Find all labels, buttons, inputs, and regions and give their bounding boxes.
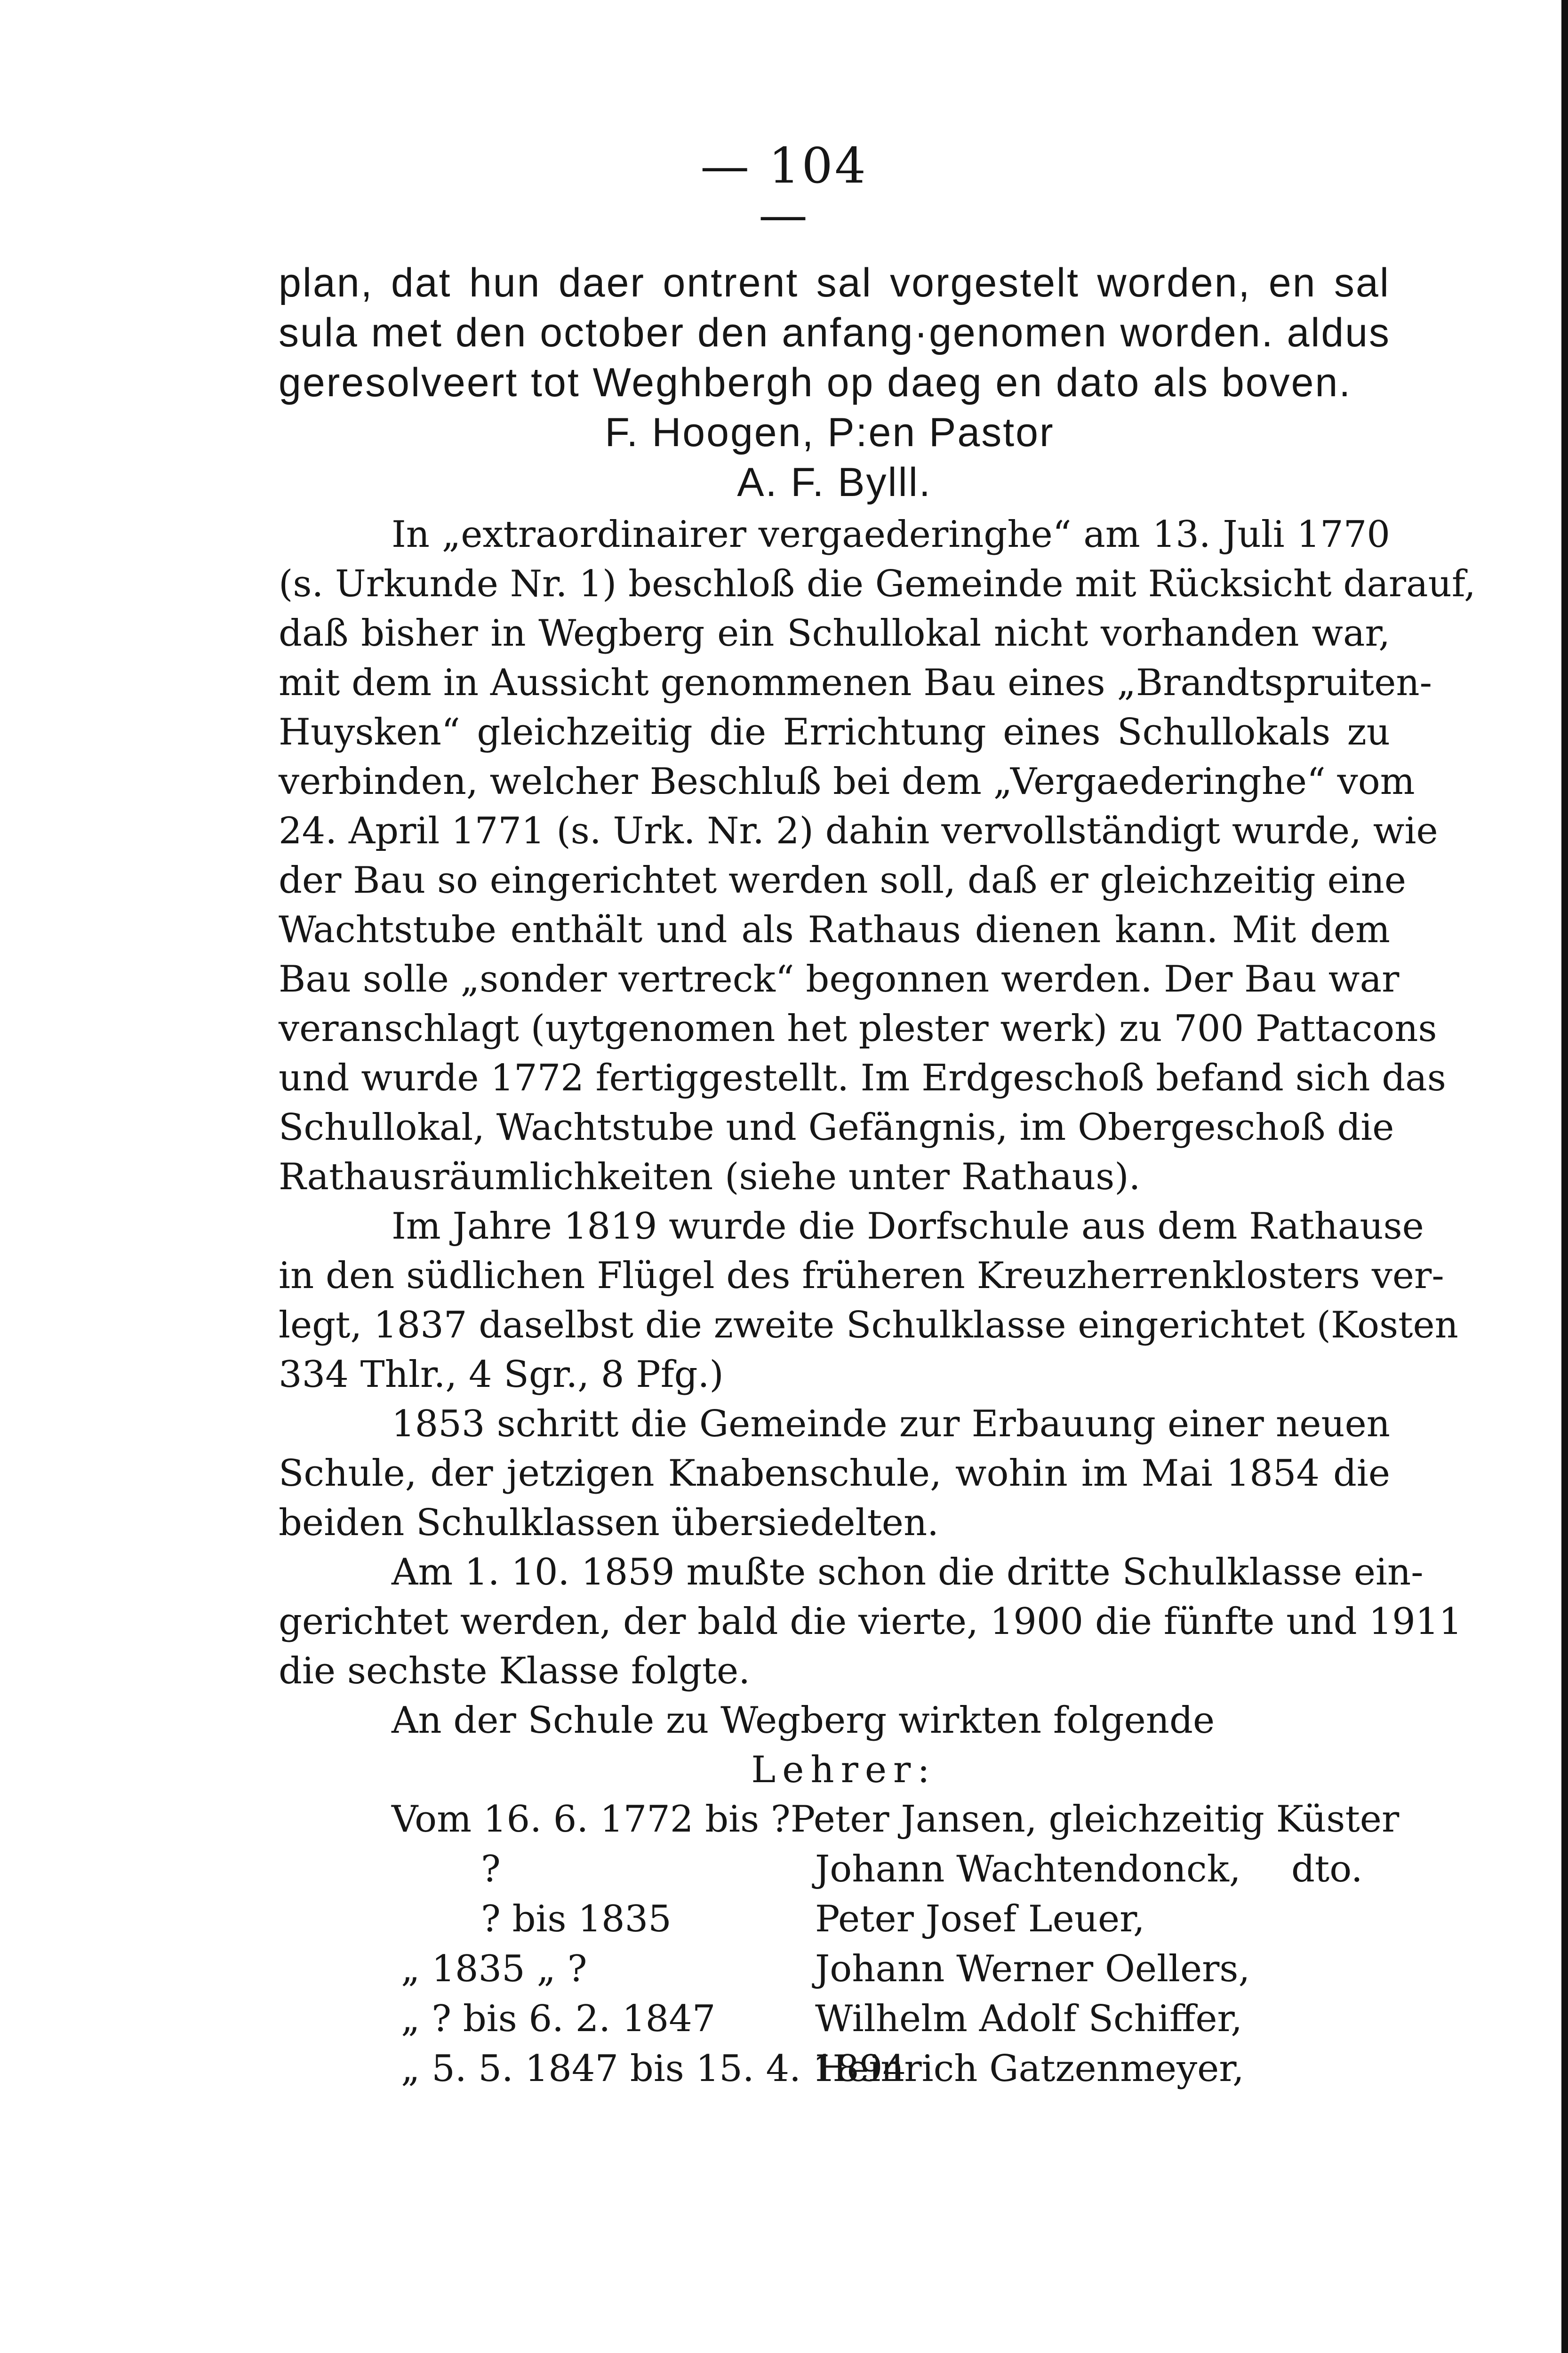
intro-text xyxy=(279,258,1390,408)
text-line: Bau solle „sonder vertreck“ begonnen werden. Der Bau war xyxy=(279,958,1400,1000)
teacher-note: dto. xyxy=(1291,1848,1363,1890)
text-line: die sechste Klasse folgte. xyxy=(279,1650,751,1692)
text-line: Schullokal, Wachtstube und Gefängnis, im Obergeschoß die xyxy=(279,1106,1394,1149)
signature-pastor: F. Hoogen, P:en Pastor xyxy=(605,410,1055,455)
text-line: Schule, der jetzigen Knabenschule, wohin im Mai 1854 die xyxy=(279,1452,1390,1495)
text-line: legt, 1837 daselbst die zweite Schulklasse eingerichtet (Kosten xyxy=(279,1304,1458,1346)
text-line: sula met den october den anfang·genomen worden. aldus xyxy=(279,310,1391,355)
text-line: In „extraordinairer vergaederinghe“ am 13. Juli 1770 xyxy=(392,513,1390,556)
page-content xyxy=(279,258,1476,2094)
text-line: beiden Schulklassen übersiedelten. xyxy=(279,1502,939,1544)
teacher-row xyxy=(392,1994,1390,2044)
paragraph-4 xyxy=(279,1548,1463,1696)
teachers-list xyxy=(279,1795,1400,2094)
paragraph-1 xyxy=(279,510,1476,1202)
text-line: gerichtet werden, der bald die vierte, 1900 die fünfte und 1911 xyxy=(279,1601,1463,1643)
text-line: Am 1. 10. 1859 mußte schon die dritte Schulklasse ein- xyxy=(392,1551,1424,1593)
teacher-period: Vom 16. 6. 1772 bis ? xyxy=(392,1798,791,1841)
text-line: in den südlichen Flügel des früheren Kreuzherrenklosters ver- xyxy=(279,1255,1444,1297)
teacher-name: Heinrich Gatzenmeyer, xyxy=(815,2048,1244,2090)
teacher-row xyxy=(392,1945,1390,1994)
text-line: verbinden, welcher Beschluß bei dem „Vergaederinghe“ vom xyxy=(279,760,1415,803)
text-line: (s. Urkunde Nr. 1) beschloß die Gemeinde mit Rücksicht darauf, xyxy=(279,563,1476,605)
text-line: Wachtstube enthält und als Rathaus dienen kann. Mit dem xyxy=(279,909,1390,951)
text-line: und wurde 1772 fertiggestellt. Im Erdgeschoß befand sich das xyxy=(279,1057,1446,1099)
teacher-period: „ ? bis 6. 2. 1847 xyxy=(401,1998,716,2040)
text-line: Huysken“ gleichzeitig die Errichtung eines Schullokals zu xyxy=(279,711,1390,753)
teacher-row xyxy=(392,1895,1390,1945)
teacher-row xyxy=(392,1795,1400,1845)
text-line: geresolveert tot Weghbergh op daeg en dato als boven. xyxy=(279,360,1352,405)
teacher-period: ? xyxy=(481,1848,501,1890)
text-line: 24. April 1771 (s. Urk. Nr. 2) dahin vervollständigt wurde, wie xyxy=(279,810,1438,852)
teacher-name: Peter Josef Leuer, xyxy=(815,1898,1145,1940)
teacher-period: „ 5. 5. 1847 bis 15. 4. 1894 xyxy=(401,2048,906,2090)
text-line: An der Schule zu Wegberg wirkten folgende xyxy=(392,1699,1215,1742)
teacher-row xyxy=(392,1845,1390,1895)
text-line: veranschlagt (uytgenomen het plester werk) zu 700 Pattacons xyxy=(279,1008,1437,1050)
text-line: Im Jahre 1819 wurde die Dorfschule aus dem Rathause xyxy=(392,1205,1424,1248)
text-line: 334 Thlr., 4 Sgr., 8 Pfg.) xyxy=(279,1353,724,1396)
signature-secondary: A. F. Bylll. xyxy=(737,460,932,505)
teacher-name: Johann Werner Oellers, xyxy=(815,1948,1250,1990)
paragraph-5 xyxy=(279,1696,1390,1745)
text-line: mit dem in Aussicht genommenen Bau eines „Brandtspruiten- xyxy=(279,662,1432,704)
teacher-name: Peter Jansen, gleichzeitig Küster xyxy=(790,1798,1400,1841)
teacher-name: Johann Wachtendonck, xyxy=(815,1848,1241,1890)
page-number: — 104 — xyxy=(700,137,868,243)
teacher-row xyxy=(392,2044,1390,2094)
paragraph-2 xyxy=(279,1202,1458,1400)
page-edge xyxy=(1561,0,1568,2353)
text-line: daß bisher in Wegberg ein Schullokal nicht vorhanden war, xyxy=(279,612,1390,655)
teacher-name: Wilhelm Adolf Schiffer, xyxy=(815,1998,1243,2040)
teacher-period: „ 1835 „ ? xyxy=(401,1948,587,1990)
text-line: Rathausräumlichkeiten (siehe unter Rathaus). xyxy=(279,1156,1141,1198)
text-line: 1853 schritt die Gemeinde zur Erbauung einer neuen xyxy=(392,1403,1390,1445)
teacher-period: ? bis 1835 xyxy=(481,1898,672,1940)
paragraph-3 xyxy=(279,1400,1390,1548)
text-line: plan, dat hun daer ontrent sal vorgestelt worden, en sal xyxy=(279,260,1390,305)
teachers-heading: Lehrer: xyxy=(751,1749,936,1791)
text-line: der Bau so eingerichtet werden soll, daß er gleichzeitig eine xyxy=(279,859,1407,902)
